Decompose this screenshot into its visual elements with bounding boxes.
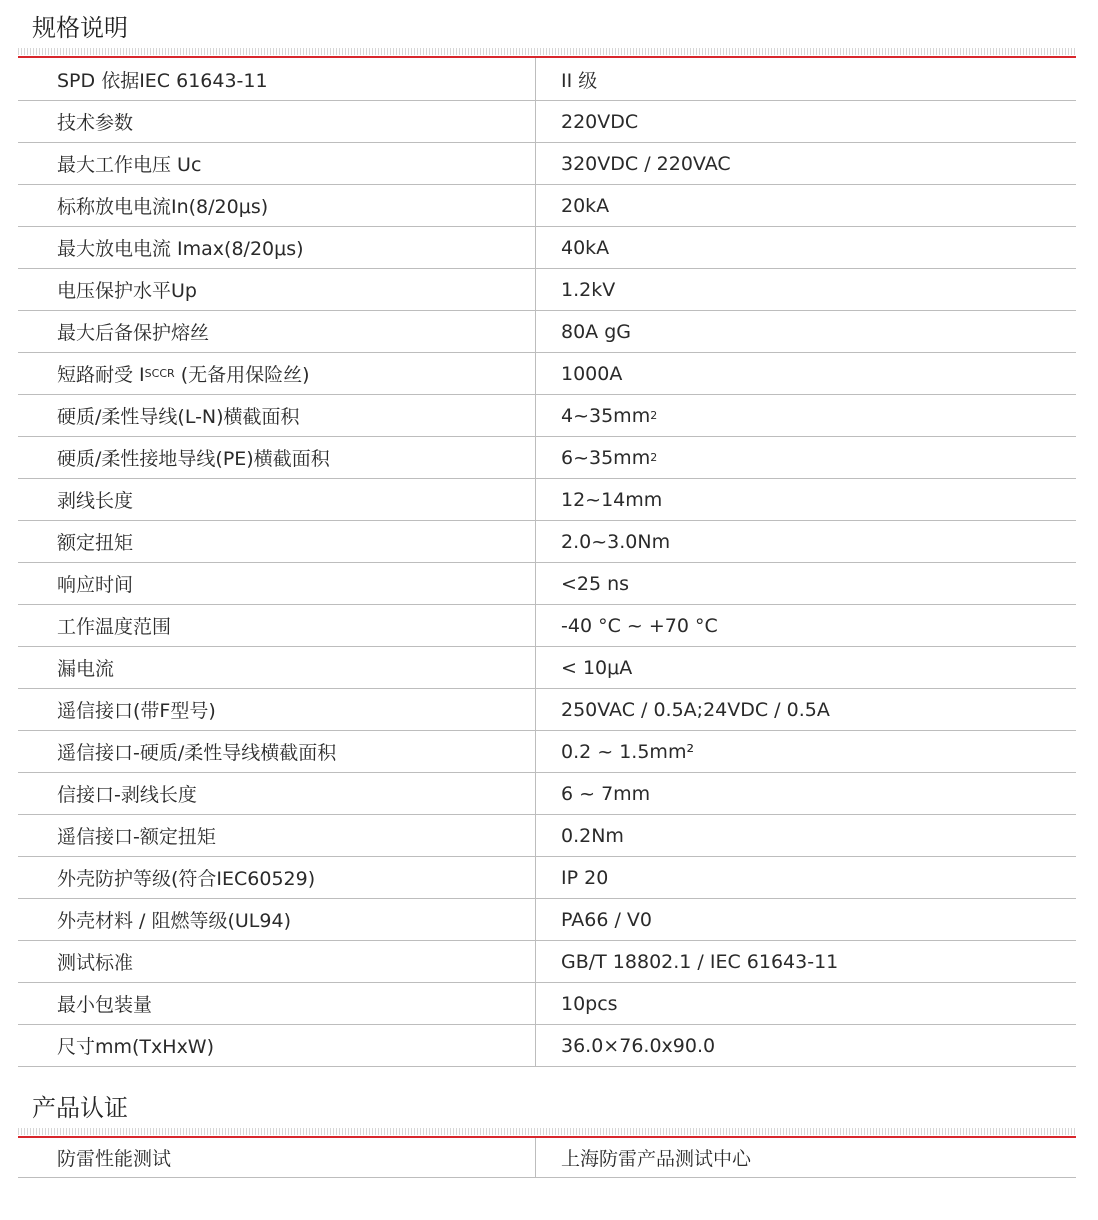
table-row: [18, 353, 1076, 395]
label-text: 防雷性能测试: [57, 1148, 172, 1170]
row-label: [18, 815, 536, 856]
value-text: 上海防雷产品测试中心: [561, 1148, 752, 1170]
table-row: [18, 395, 1076, 437]
label-text: SPD 依据IEC 61643-11: [57, 69, 268, 92]
row-label: [18, 1025, 536, 1066]
table-row: [18, 563, 1076, 605]
row-value: [536, 647, 632, 688]
row-label: [18, 647, 536, 688]
label-text: 遥信接口-额定扭矩: [57, 826, 216, 848]
label-text: 技术参数: [57, 112, 134, 134]
table-row: [18, 731, 1076, 773]
value-text: 1.2kV: [561, 278, 616, 301]
value-text: 2.0~3.0Nm: [561, 530, 671, 553]
value-text: 0.2 ~ 1.5mm²: [561, 740, 695, 763]
value-text: 0.2Nm: [561, 824, 624, 847]
row-value: [536, 311, 631, 352]
label-text: 测试标准: [57, 952, 134, 974]
value-text: IP 20: [561, 866, 609, 889]
label-text: 外壳防护等级(符合IEC60529): [57, 868, 316, 890]
label-text: 响应时间: [57, 574, 134, 596]
row-value: [536, 101, 638, 142]
value-text: 36.0×76.0x90.0: [561, 1034, 716, 1057]
row-value: [536, 1138, 751, 1177]
value-text: II 级: [561, 69, 598, 92]
table-row: [18, 773, 1076, 815]
table-row: [18, 941, 1076, 983]
row-value: [536, 269, 615, 310]
label-text: 遥信接口(带F型号): [57, 700, 216, 722]
row-label: 短路耐受 I SCCR (无备用保险丝): [18, 353, 536, 394]
row-value: [536, 731, 694, 772]
value-text: 1000A: [561, 362, 623, 385]
row-value: [536, 605, 718, 646]
label-text: 标称放电电流In(8/20μs): [57, 196, 269, 218]
table-row: [18, 58, 1076, 101]
table-row: [18, 185, 1076, 227]
row-value: [536, 899, 652, 940]
row-value: [536, 227, 609, 268]
value-text: GB/T 18802.1 / IEC 61643-11: [561, 950, 839, 973]
label-text: 最大放电电流 Imax(8/20μs): [57, 238, 304, 260]
table-row: [18, 479, 1076, 521]
row-value: [536, 58, 597, 100]
table-row: [18, 1025, 1076, 1067]
value-text: 220VDC: [561, 110, 639, 133]
row-label: [18, 563, 536, 604]
row-label: [18, 227, 536, 268]
value-text: PA66 / V0: [561, 908, 652, 931]
value-text: 10pcs: [561, 992, 618, 1015]
table-row: [18, 857, 1076, 899]
value-text: 12~14mm: [561, 488, 663, 511]
row-value: 4~35mm 2: [561, 404, 658, 427]
row-value: [536, 941, 838, 982]
table-row: [18, 605, 1076, 647]
row-value: [536, 1025, 715, 1066]
spec-section-title: 规格说明: [32, 14, 128, 42]
value-text: -40 °C ~ +70 °C: [561, 614, 718, 637]
table-row: [18, 689, 1076, 731]
table-row: [18, 983, 1076, 1025]
table-row: [18, 269, 1076, 311]
row-label: [18, 731, 536, 772]
table-row: [18, 437, 1076, 479]
value-text: 320VDC / 220VAC: [561, 152, 731, 175]
row-value: [536, 983, 618, 1024]
certification-section-title: 产品认证: [32, 1094, 128, 1122]
row-label: [18, 857, 536, 898]
row-value: [536, 143, 731, 184]
label-text: 工作温度范围: [57, 616, 172, 638]
row-label: [18, 899, 536, 940]
value-text: 6~35mm: [561, 446, 651, 469]
table-row: [18, 101, 1076, 143]
label-text: 硬质/柔性接地导线(PE)横截面积: [57, 448, 330, 470]
row-label: [18, 479, 536, 520]
value-text: 4~35mm: [561, 404, 651, 427]
label-text: 尺寸mm(TxHxW): [57, 1036, 215, 1058]
row-value: 6~35mm 2: [561, 446, 658, 469]
label-text: 遥信接口-硬质/柔性导线横截面积: [57, 742, 337, 764]
row-value: [536, 689, 830, 730]
row-label: [18, 143, 536, 184]
row-value: [536, 563, 629, 604]
row-label: [18, 521, 536, 562]
spec-table: [18, 58, 1076, 1067]
row-value: [536, 479, 662, 520]
table-row: [18, 1138, 1076, 1178]
section-divider-hatch: [18, 1128, 1076, 1135]
table-row: [18, 143, 1076, 185]
label-text: 漏电流: [57, 658, 115, 680]
label-text: 最大工作电压 Uc: [57, 154, 202, 176]
row-label: [18, 773, 536, 814]
row-value: [536, 857, 608, 898]
value-text: < 10μA: [561, 656, 633, 679]
row-label: [18, 1138, 536, 1177]
table-row: [18, 521, 1076, 563]
table-row: [18, 899, 1076, 941]
row-label: [18, 311, 536, 352]
row-label: [18, 269, 536, 310]
row-label: [18, 689, 536, 730]
row-label: [18, 605, 536, 646]
label-text: 电压保护水平Up: [57, 280, 197, 302]
label-text: 短路耐受 I: [57, 364, 145, 386]
row-value: [536, 815, 624, 856]
row-value: [536, 521, 670, 562]
label-text: 外壳材料 / 阻燃等级(UL94): [57, 910, 291, 932]
row-label: [18, 437, 536, 478]
row-label: [18, 941, 536, 982]
table-row: [18, 647, 1076, 689]
row-label: [18, 983, 536, 1024]
label-text: 最大后备保护熔丝: [57, 322, 210, 344]
label-suffix: (无备用保险丝): [174, 364, 310, 386]
table-row: [18, 227, 1076, 269]
certification-table: [18, 1138, 1076, 1178]
label-text: 剥线长度: [57, 490, 134, 512]
row-label: [18, 101, 536, 142]
value-text: 20kA: [561, 194, 610, 217]
value-text: 250VAC / 0.5A;24VDC / 0.5A: [561, 698, 830, 721]
section-divider-hatch: [18, 48, 1076, 55]
table-row: [18, 815, 1076, 857]
label-text: 额定扭矩: [57, 532, 134, 554]
label-text: 硬质/柔性导线(L-N)横截面积: [57, 406, 300, 428]
value-text: 40kA: [561, 236, 610, 259]
label-text: 信接口-剥线长度: [57, 784, 197, 806]
value-text: 6 ~ 7mm: [561, 782, 651, 805]
row-label: [18, 58, 536, 100]
row-value: [536, 773, 650, 814]
row-label: [18, 185, 536, 226]
row-value: [536, 185, 609, 226]
label-text: 最小包装量: [57, 994, 153, 1016]
value-text: 80A gG: [561, 320, 631, 343]
row-label: [18, 395, 536, 436]
value-text: <25 ns: [561, 572, 630, 595]
table-row: [18, 311, 1076, 353]
row-value: [536, 353, 622, 394]
